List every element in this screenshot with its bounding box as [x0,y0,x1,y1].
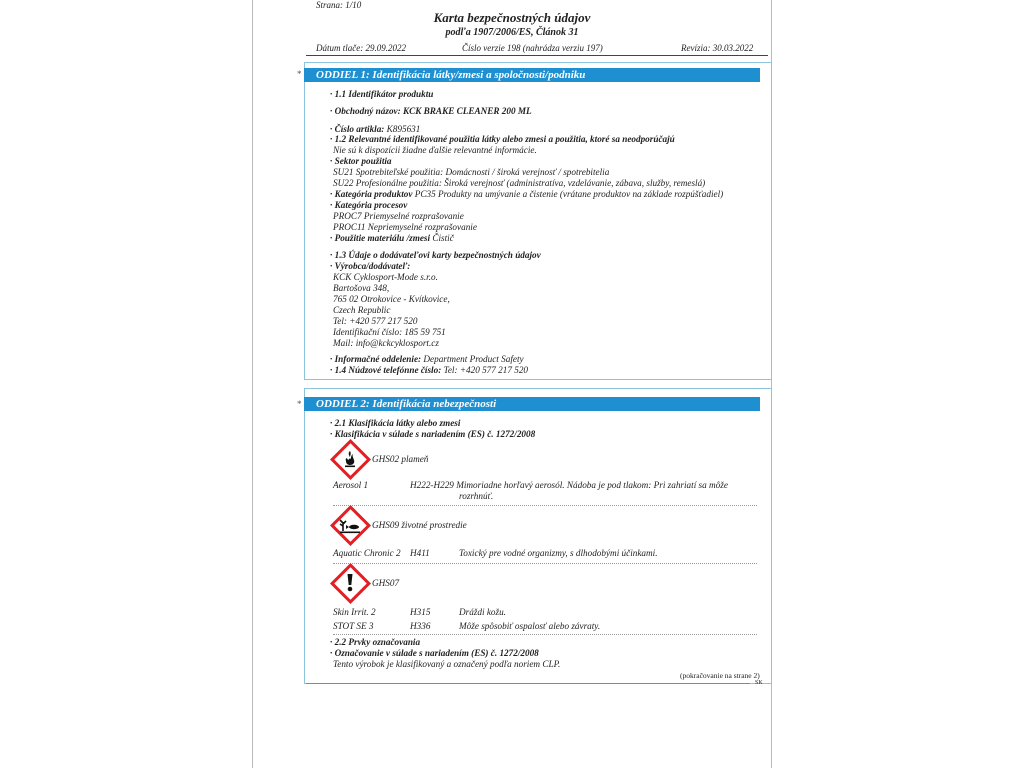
article-number-value: K895631 [386,124,421,134]
product-category-label: · Kategória produktov [330,189,413,199]
supplier-line-2: Bartošova 348, [333,283,390,293]
ghs07-label: GHS07 [372,578,400,588]
skin-irrit-class: Skin Irrit. 2 [333,607,376,617]
continued-note: (pokračovanie na strane 2) [680,671,760,680]
aerosol-class: Aerosol 1 [333,480,369,490]
product-identifier-heading: · 1.1 Identifikátor produktu [330,89,434,99]
ghs02-label: GHS02 plameň [372,454,429,464]
supplier-details-heading: · 1.3 Údaje o dodávateľovi karty bezpečnostných údajov [330,250,541,260]
ghs09-label: GHS09 životné prostredie [372,520,467,530]
divider [333,505,757,506]
skin-irrit-h-code: H315 [410,607,431,617]
supplier-line-7: Mail: info@kckcyklosport.cz [333,338,439,348]
supplier-line-4: Czech Republic [333,305,391,315]
language-code: SK [755,680,763,686]
aerosol-hazard-text: H222-H229 Mimoriadne horľavý aerosól. Nádoba je pod tlakom: Pri zahriatí sa môže [410,480,728,490]
supplier-label: · Výrobca/dodávateľ: [330,261,411,271]
aquatic-hazard-text: Toxický pre vodné organizmy, s dlhodobými účinkami. [459,548,658,558]
document-subtitle: podľa 1907/2006/ES, Článok 31 [445,27,579,38]
process-proc11: PROC11 Nepriemyselné rozprašovanie [333,222,477,232]
version-number: Číslo verzie 198 (nahrádza verziu 197) [462,43,603,53]
supplier-line-5: Tel: +420 577 217 520 [333,316,418,326]
footer-rule [306,683,750,684]
aquatic-class: Aquatic Chronic 2 [333,548,401,558]
labelling-regulation: · Označovanie v súlade s nariadením (ES) č. 1272/2008 [330,648,539,658]
document-title: Karta bezpečnostných údajov [433,10,591,25]
relevant-uses-heading: · 1.2 Relevantné identifikované použitia látky alebo zmesi a použitia, ktoré sa neodporúčajú [330,134,675,144]
material-use-value: Čistič [432,233,454,243]
divider [333,634,757,635]
process-category-heading: · Kategória procesov [330,200,408,210]
information-department-label: · Informačné oddelenie: [330,354,422,364]
sector-of-use-heading: · Sektor použitia [330,156,392,166]
article-number-label: · Číslo artikla: [330,124,385,134]
aquatic-h-code: H411 [410,548,430,558]
change-marker: * [297,69,302,79]
stot-text: Môže spôsobiť ospalosť alebo závraty. [459,621,601,631]
supplier-line-3: 765 02 Otrokovice - Kvítkovice, [333,294,450,304]
sector-su21: SU21 Spotrebiteľské použitia: Domácnosti / široká verejnosť / spotrebitelia [333,167,610,177]
classification-heading: · 2.1 Klasifikácia látky alebo zmesi [330,418,461,428]
section-1-heading: ODDIEL 1: Identifikácia látky/zmesi a spoločnosti/podniku [304,68,760,82]
revision-date: Revízia: 30.03.2022 [681,43,754,53]
classification-regulation: · Klasifikácia v súlade s nariadením (ES) č. 1272/2008 [330,429,536,439]
page-number: Strana: 1/10 [316,0,362,10]
label-elements-heading: · 2.2 Prvky označovania [330,637,421,647]
stot-h-code: H336 [410,621,431,631]
trade-name-value: KCK BRAKE CLEANER 200 ML [403,106,532,116]
information-department-row [330,354,524,365]
no-info-text: Nie sú k dispozícii žiadne ďalšie relevantné informácie. [333,145,537,155]
stot-class: STOT SE 3 [333,621,374,631]
emergency-phone-value: Tel: +420 577 217 520 [443,365,529,375]
information-department-value: Department Product Safety [423,354,524,364]
material-use-label: · Použitie materiálu /zmesi [330,233,431,243]
process-proc7: PROC7 Priemyselné rozprašovanie [333,211,464,221]
section-2-heading: ODDIEL 2: Identifikácia nebezpečnosti [304,397,760,411]
skin-irrit-text: Dráždi kožu. [459,607,506,617]
page-guide-left [252,0,253,768]
product-category-row [330,189,723,200]
header-rule [306,55,768,56]
flame-icon [330,439,370,479]
labelling-text: Tento výrobok je klasifikovaný a označený podľa noriem CLP. [333,659,561,669]
divider [333,563,757,564]
trade-name-row [330,106,532,117]
material-use-row [330,233,454,244]
environment-icon [330,505,370,545]
change-marker: * [297,399,302,409]
aerosol-hazard-text-cont: rozrhnúť. [459,491,494,501]
exclamation-icon [330,563,370,603]
supplier-line-1: KCK Cyklosport-Mode s.r.o. [333,272,438,282]
print-date: Dátum tlače: 29.09.2022 [316,43,406,53]
trade-name-label: · Obchodný názov: [330,106,401,116]
emergency-phone-row [330,365,528,376]
emergency-phone-label: · 1.4 Núdzové telefónne číslo: [330,365,442,375]
supplier-line-6: Identifikační číslo: 185 59 751 [333,327,446,337]
product-category-value: PC35 Produkty na umývanie a čistenie (vrátane produktov na základe rozpúšťadiel) [414,189,724,199]
sector-su22: SU22 Profesionálne použitia: Široká verejnosť (administratíva, vzdelávanie, zábava, služby, remeslá) [333,178,706,188]
